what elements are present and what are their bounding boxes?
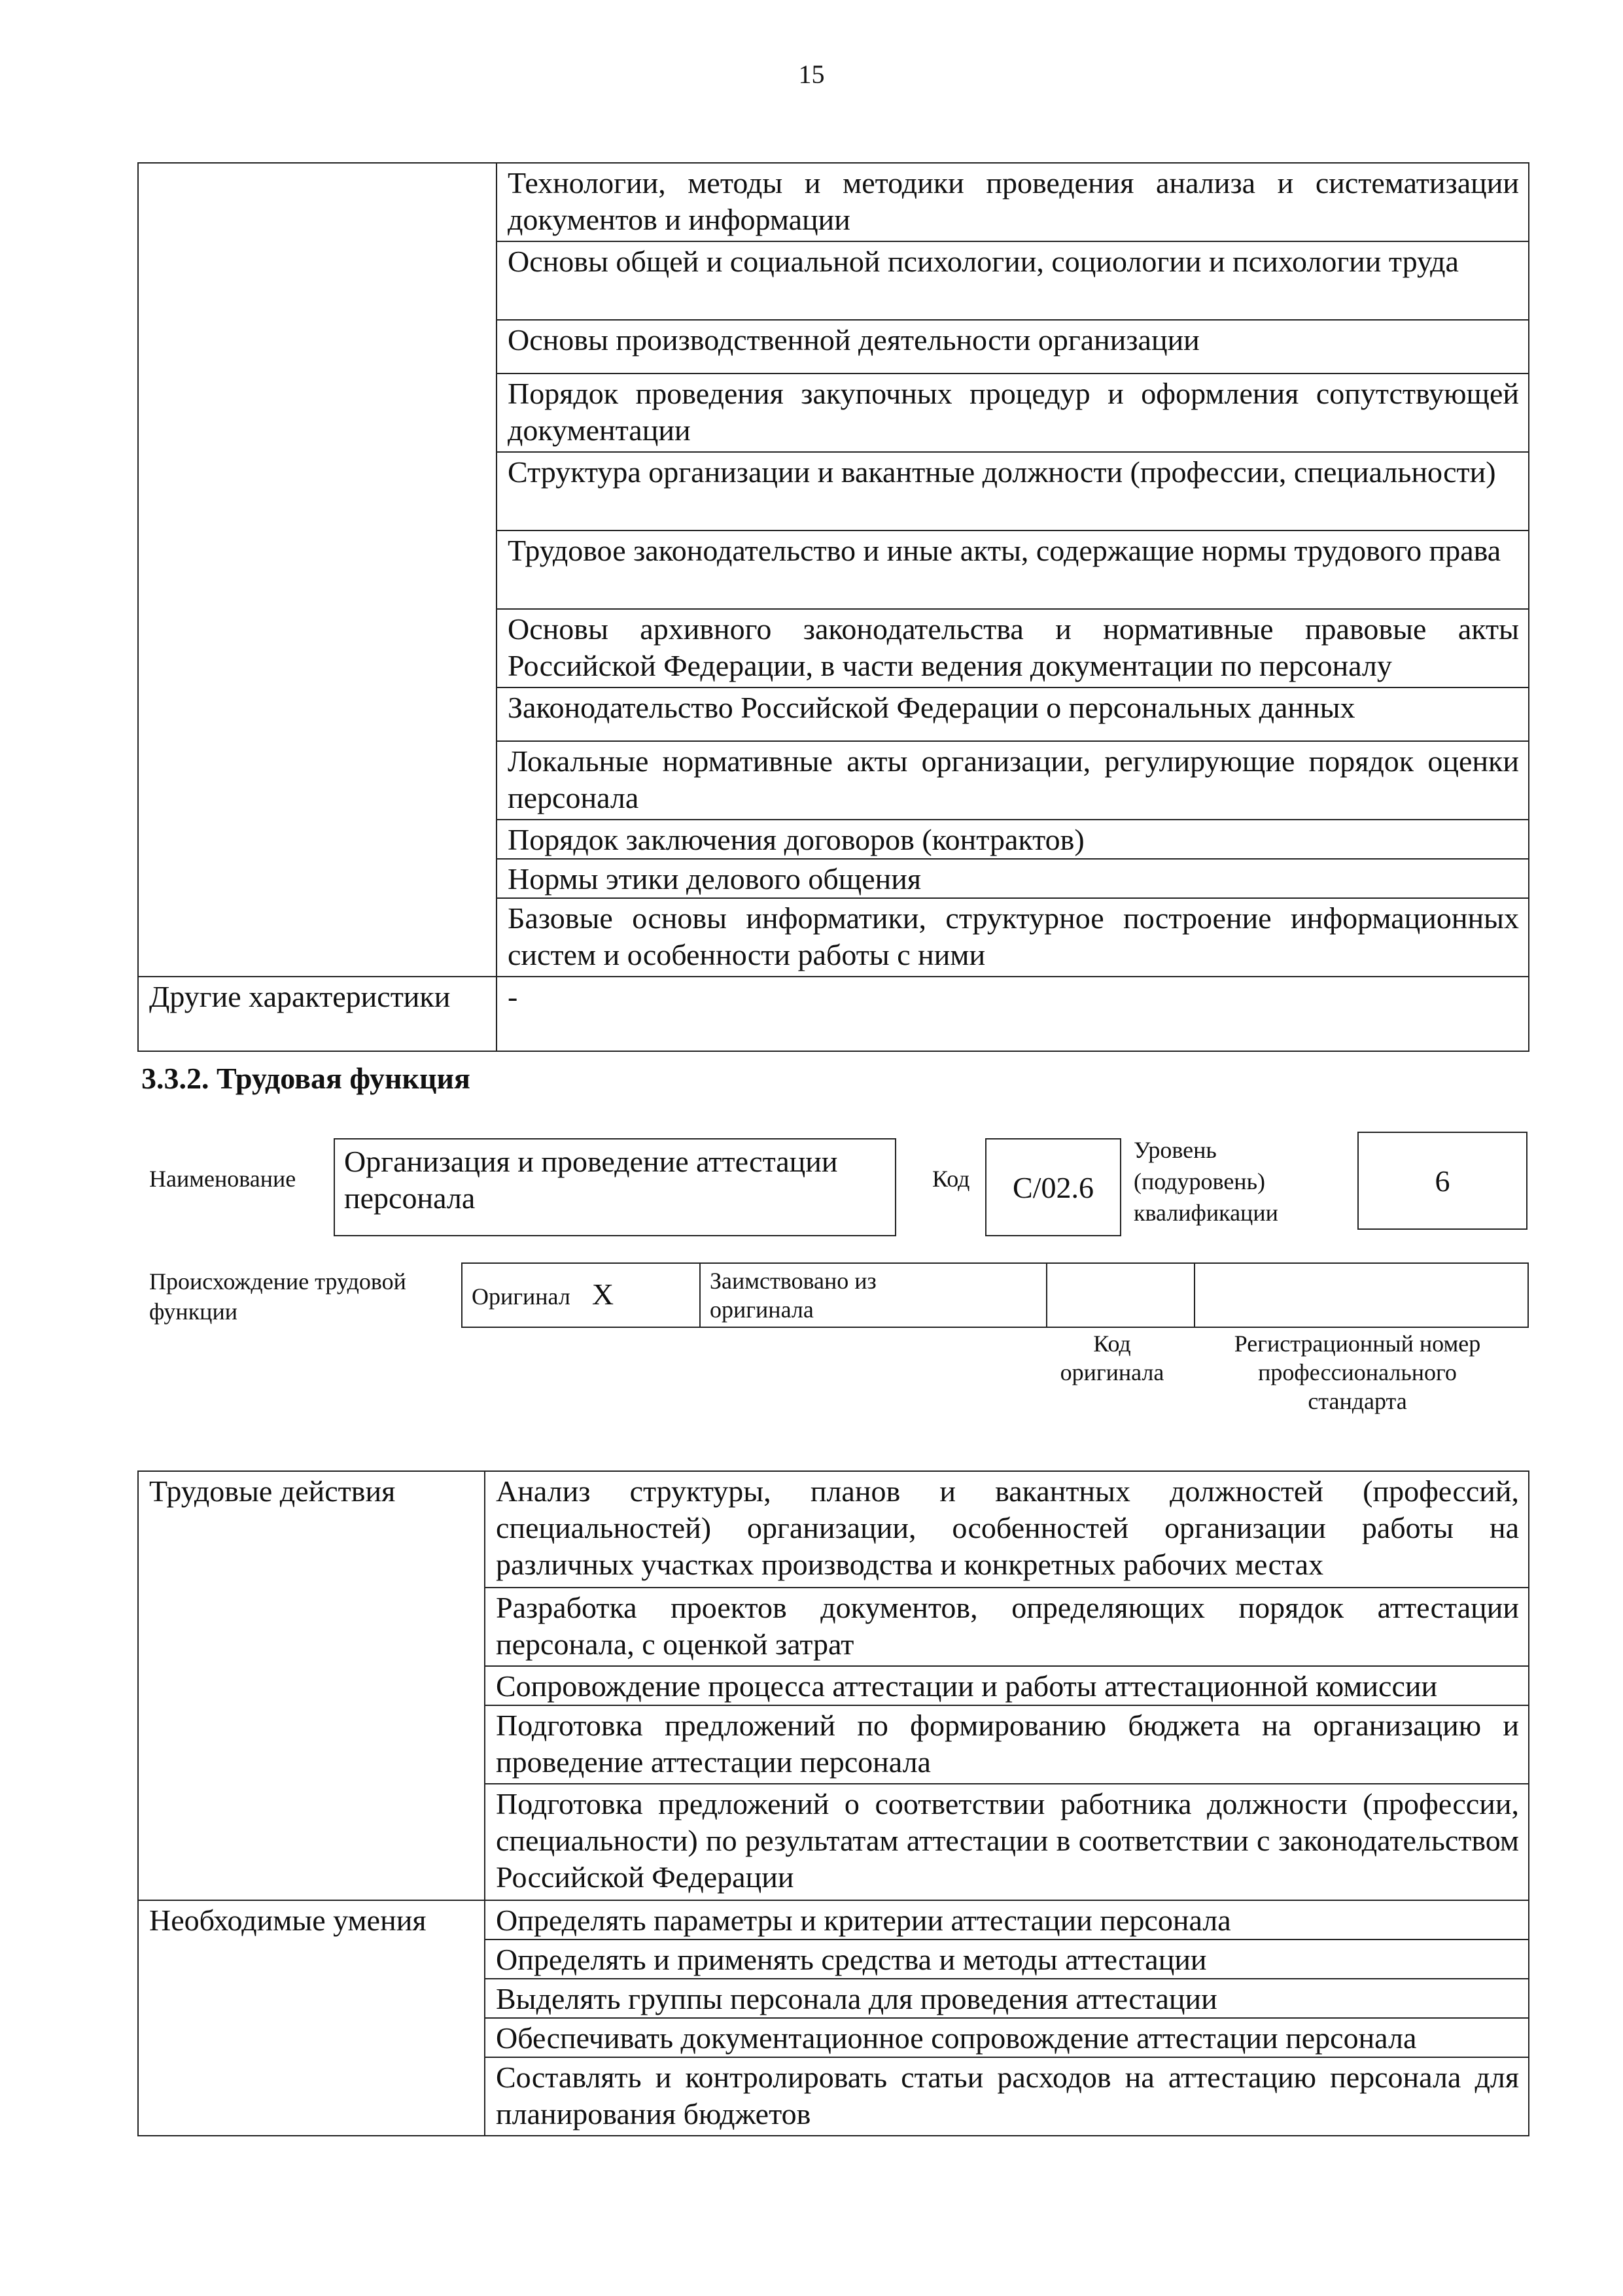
level-label-line: Уровень [1134, 1137, 1217, 1163]
table-cell: Выделять группы персонала для проведения аттестации [485, 1979, 1529, 2018]
borrowed-label-line: оригинала [710, 1296, 814, 1323]
table-row [138, 1471, 1529, 1588]
original-label: Оригинал [472, 1283, 570, 1310]
caption-line: Регистрационный номер [1234, 1331, 1481, 1357]
table-cell: Нормы этики делового общения [497, 859, 1529, 898]
name-value: Организация и проведение аттестации персонала [334, 1138, 896, 1236]
origin-label [149, 1266, 406, 1327]
level-label-line: квалификации [1134, 1200, 1278, 1226]
section-title: 3.3.2. Трудовая функция [141, 1062, 470, 1095]
table-cell: Базовые основы информатики, структурное построение информационных систем и особенности работы с ними [497, 898, 1529, 977]
original-mark: X [591, 1277, 614, 1311]
origin-label-line: функции [149, 1298, 237, 1325]
table-cell: Порядок проведения закупочных процедур и оформления сопутствующей документации [497, 374, 1529, 452]
table-cell: Основы общей и социальной психологии, социологии и психологии труда [497, 241, 1529, 320]
original-code-cell [1047, 1263, 1195, 1327]
table-row [138, 163, 1529, 241]
origin-label-line: Происхождение трудовой [149, 1268, 406, 1295]
level-label [1134, 1134, 1278, 1228]
other-characteristics-label: Другие характеристики [138, 977, 497, 1051]
code-value: C/02.6 [985, 1138, 1121, 1236]
registration-number-cell [1195, 1263, 1528, 1327]
borrowed-cell [700, 1263, 1047, 1327]
page-number: 15 [798, 60, 825, 89]
actions-label: Трудовые действия [138, 1471, 485, 1900]
table-cell: Законодательство Российской Федерации о персональных данных [497, 687, 1529, 741]
caption-line: профессионального [1258, 1359, 1457, 1385]
table-cell: Основы производственной деятельности организации [497, 320, 1529, 374]
table-cell: Порядок заключения договоров (контрактов) [497, 820, 1529, 859]
table-cell: Определять и применять средства и методы аттестации [485, 1939, 1529, 1979]
original-cell [462, 1263, 700, 1327]
caption-line: Код [1093, 1331, 1131, 1357]
table-cell: Разработка проектов документов, определяющих порядок аттестации персонала, с оценкой затрат [485, 1588, 1529, 1666]
other-characteristics-value: - [497, 977, 1529, 1051]
skills-label: Необходимые умения [138, 1900, 485, 2136]
knowledge-table [137, 162, 1529, 1052]
level-value: 6 [1357, 1132, 1527, 1230]
origin-table [461, 1262, 1527, 1327]
table-cell: Основы архивного законодательства и нормативные правовые акты Российской Федерации, в части ведения документации по персоналу [497, 609, 1529, 687]
table-cell: Трудовое законодательство и иные акты, содержащие нормы трудового права [497, 531, 1529, 609]
table-row [462, 1263, 1528, 1327]
table-row [138, 1900, 1529, 1939]
original-code-caption [1034, 1329, 1191, 1387]
actions-skills-table [137, 1470, 1529, 2136]
name-label: Наименование [149, 1166, 296, 1192]
table-cell: Технологии, методы и методики проведения анализа и систематизации документов и информации [497, 163, 1529, 241]
code-label: Код [932, 1166, 970, 1192]
table-cell: Структура организации и вакантные должности (профессии, специальности) [497, 452, 1529, 531]
table-cell: Анализ структуры, планов и вакантных должностей (профессий, специальностей) организации, особенностей организации работы на различных участках производства и конкретных рабочих местах [485, 1471, 1529, 1588]
caption-line: оригинала [1060, 1359, 1164, 1385]
table-label-cell [138, 163, 497, 977]
table-cell: Сопровождение процесса аттестации и работы аттестационной комиссии [485, 1666, 1529, 1705]
table-cell: Составлять и контролировать статьи расходов на аттестацию персонала для планирования бюджетов [485, 2057, 1529, 2136]
registration-number-caption [1191, 1329, 1524, 1416]
table-row [138, 977, 1529, 1051]
table-cell: Подготовка предложений о соответствии работника должности (профессии, специальности) по результатам аттестации в соответствии с законодательством Российской Федерации [485, 1784, 1529, 1900]
table-cell: Подготовка предложений по формированию бюджета на организацию и проведение аттестации персонала [485, 1705, 1529, 1784]
table-cell: Обеспечивать документационное сопровождение аттестации персонала [485, 2018, 1529, 2057]
caption-line: стандарта [1308, 1388, 1407, 1414]
table-cell: Локальные нормативные акты организации, регулирующие порядок оценки персонала [497, 741, 1529, 820]
level-label-line: (подуровень) [1134, 1168, 1265, 1194]
borrowed-label-line: Заимствовано из [710, 1268, 877, 1294]
table-cell: Определять параметры и критерии аттестации персонала [485, 1900, 1529, 1939]
